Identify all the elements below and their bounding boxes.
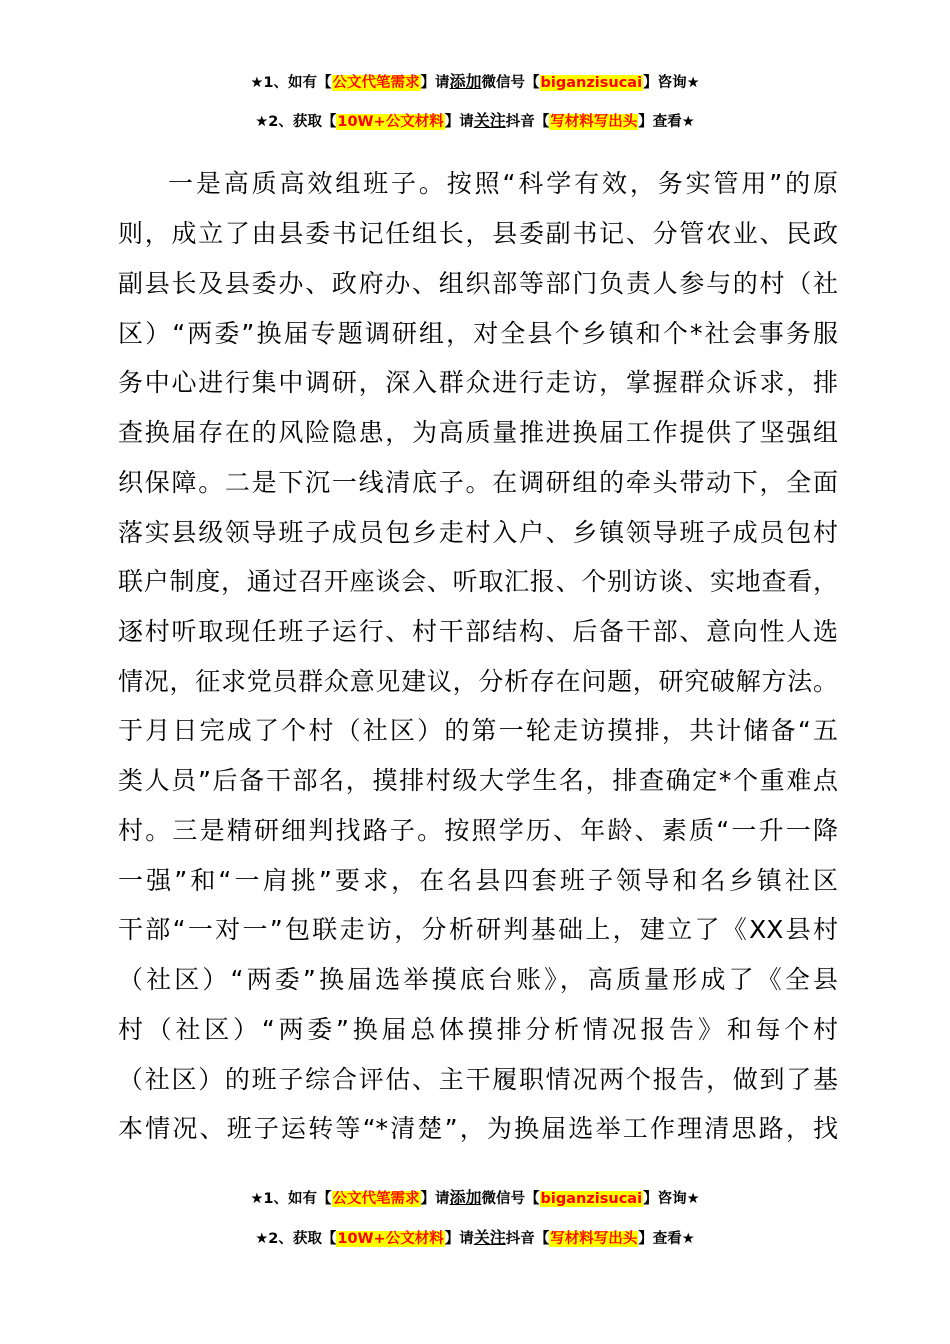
top-banner-line-2 <box>0 111 950 132</box>
banner-text: ★2、获取【 <box>255 1231 337 1247</box>
banner-wechat-id: biganzisucai <box>540 1191 643 1207</box>
body-line: 查换届存在的风险隐患，为高质量推进换届工作提供了坚强组 <box>118 418 838 447</box>
body-line: 逐村听取现任班子运行、村干部结构、后备干部、意向性人选 <box>118 617 838 646</box>
banner-text: 微信号【 <box>481 1191 540 1207</box>
body-line: 联户制度，通过召开座谈会、听取汇报、个别访谈、实地查看， <box>118 567 838 596</box>
body-line: 务中心进行集中调研，深入群众进行走访，掌握群众诉求，排 <box>118 368 838 397</box>
banner-text: ★1、如有【 <box>250 1191 332 1207</box>
banner-text: 】请 <box>420 1191 450 1207</box>
banner-text: ★1、如有【 <box>250 75 332 91</box>
banner-wechat-id: biganzisucai <box>540 75 643 91</box>
banner-douyin-id: 写材料写出头 <box>550 1231 638 1247</box>
banner-text: 】查看★ <box>638 1231 695 1247</box>
banner-text: 抖音【 <box>505 1231 550 1247</box>
body-line: 情况，征求党员群众意见建议，分析存在问题，研究破解方法。 <box>118 667 838 696</box>
banner-text: 】查看★ <box>638 114 695 130</box>
body-line: （社区）的班子综合评估、主干履职情况两个报告，做到了基 <box>118 1065 838 1094</box>
banner-text: 】请 <box>444 1231 474 1247</box>
banner-emphasis: 关注 <box>473 1228 506 1247</box>
banner-douyin-id: 写材料写出头 <box>550 114 638 130</box>
banner-highlight: 公文代笔需求 <box>332 75 420 91</box>
body-line: 村（社区）“两委”换届总体摸排分析情况报告》和每个村 <box>118 1015 838 1044</box>
body-line: 则，成立了由县委书记任组长，县委副书记、分管农业、民政 <box>118 219 838 248</box>
bottom-banner-line-1 <box>0 1188 950 1209</box>
bottom-banner-line-2 <box>0 1228 950 1249</box>
body-line: 落实县级领导班子成员包乡走村入户、乡镇领导班子成员包村 <box>118 518 838 547</box>
banner-text: 】咨询★ <box>643 75 700 91</box>
body-line: 本情况、班子运转等“*清楚”，为换届选举工作理清思路，找 <box>118 1114 838 1143</box>
body-line: 织保障。二是下沉一线清底子。在调研组的牵头带动下，全面 <box>118 468 838 497</box>
banner-text: ★2、获取【 <box>255 114 337 130</box>
banner-emphasis: 添加 <box>449 72 482 91</box>
banner-emphasis: 添加 <box>449 1188 482 1207</box>
body-line: 干部“一对一”包联走访，分析研判基础上，建立了《XX县村 <box>118 915 838 944</box>
body-line: 区）“两委”换届专题调研组，对全县个乡镇和个*社会事务服 <box>118 319 838 348</box>
banner-highlight: 公文代笔需求 <box>332 1191 420 1207</box>
body-line: 一强”和“一肩挑”要求，在名县四套班子领导和名乡镇社区 <box>118 866 838 895</box>
banner-highlight: 10W+公文材料 <box>337 1231 444 1247</box>
banner-text: 抖音【 <box>505 114 550 130</box>
banner-text: 】请 <box>444 114 474 130</box>
banner-text: 】请 <box>420 75 450 91</box>
banner-emphasis: 关注 <box>473 111 506 130</box>
body-line: 一是高质高效组班子。按照“科学有效，务实管用”的原 <box>168 169 838 198</box>
body-line: 于月日完成了个村（社区）的第一轮走访摸排，共计储备“五 <box>118 716 838 745</box>
body-line: 村。三是精研细判找路子。按照学历、年龄、素质“一升一降 <box>118 816 838 845</box>
banner-text: 微信号【 <box>481 75 540 91</box>
banner-highlight: 10W+公文材料 <box>337 114 444 130</box>
body-line: 副县长及县委办、政府办、组织部等部门负责人参与的村（社 <box>118 269 838 298</box>
banner-text: 】咨询★ <box>643 1191 700 1207</box>
body-line: （社区）“两委”换届选举摸底台账》，高质量形成了《全县 <box>118 965 838 994</box>
body-line: 类人员”后备干部名，摸排村级大学生名，排查确定*个重难点 <box>118 766 838 795</box>
top-banner-line-1 <box>0 72 950 93</box>
